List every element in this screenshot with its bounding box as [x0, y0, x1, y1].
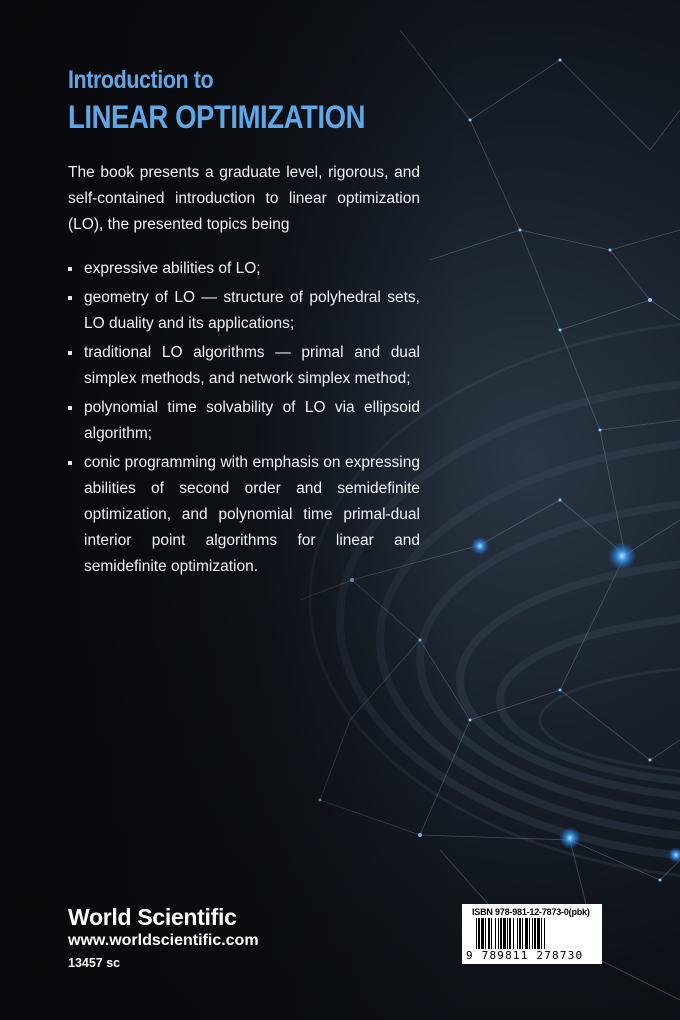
publisher-name: World Scientific — [68, 904, 237, 930]
topic-item — [68, 395, 420, 447]
bullet-icon — [68, 461, 72, 465]
publisher-block — [68, 904, 259, 973]
topic-item — [68, 340, 420, 392]
bullet-icon — [68, 267, 72, 271]
topic-text: expressive abilities of LO; — [84, 260, 261, 277]
bullet-icon — [68, 406, 72, 410]
description-intro: The book presents a graduate level, rigorous, and self-contained introduction to linear optimization (LO), the presented topics being — [68, 164, 420, 233]
topic-list — [68, 256, 420, 580]
bullet-icon — [68, 351, 72, 355]
topic-text: traditional LO algorithms — primal and dual simplex methods, and network simplex method; — [84, 344, 420, 387]
bullet-icon — [68, 296, 72, 300]
topic-item — [68, 450, 420, 580]
topic-text: conic programming with emphasis on expressing abilities of second order and semidefinite optimization, and polynomial time primal-dual interior point algorithms for linear and semidefinite optimization. — [84, 454, 420, 575]
description — [68, 160, 420, 583]
publisher-code: 13457 sc — [68, 956, 121, 970]
topic-item — [68, 285, 420, 337]
topic-text: geometry of LO — structure of polyhedral sets, LO duality and its applications; — [84, 289, 420, 332]
barcode-digits: 9 789811 278730 — [466, 949, 584, 962]
topic-text: polynomial time solvability of LO via ellipsoid algorithm; — [84, 399, 420, 442]
title-block — [68, 66, 413, 136]
topic-item — [68, 256, 420, 282]
isbn-label: ISBN 978-981-12-7873-0(pbk) — [472, 907, 590, 917]
isbn-barcode — [462, 904, 602, 964]
title-line-1: Introduction to — [68, 66, 214, 94]
title-line-2: LINEAR OPTIMIZATION — [68, 99, 366, 135]
publisher-url: www.worldscientific.com — [68, 932, 259, 949]
